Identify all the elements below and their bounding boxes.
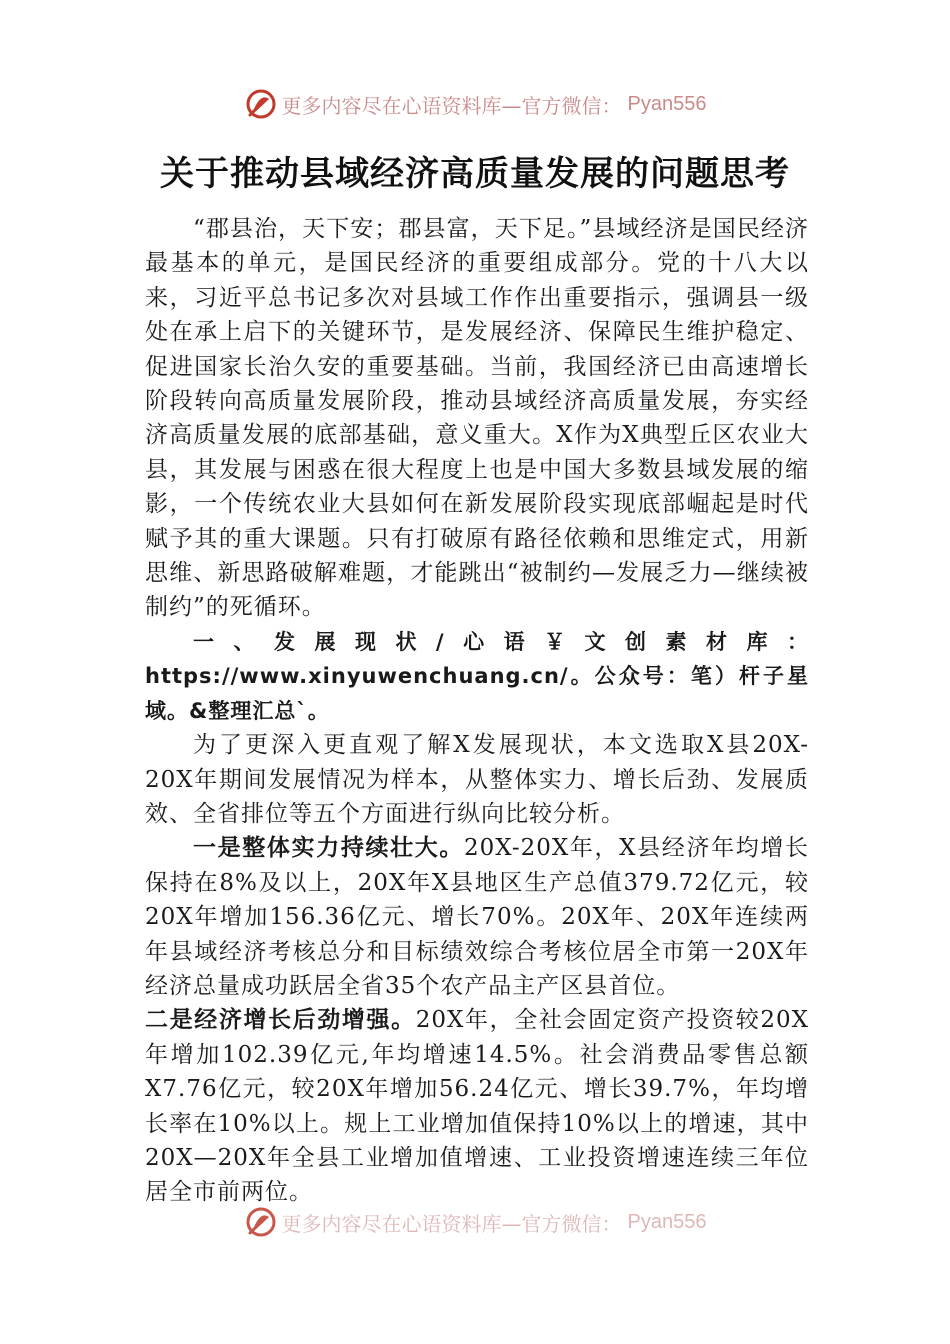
paragraph-text: 20X年，全社会固定资产投资较20X年增加102.39亿元,年均增速14.5%。社会消费品零售总额X7.76亿元，较20X年增加56.24亿元、增长39.7%，年均增长率在10%以上。规上工业增加值保持10%以上的增速，其中20X—20X年全县工业增加值增速、工业投资增速连续三年位居全市前两位。	[145, 1007, 810, 1206]
section-heading-1: 一、发展现状/心语￥文创素材库：https://www.xinyuwenchuang.cn/。公众号：笔）杆子星域。&整理汇总`。	[145, 629, 809, 723]
watermark-text: 更多内容尽在心语资料库—官方微信：	[281, 93, 622, 118]
paragraph-overall-strength	[145, 831, 809, 1003]
paragraph-lead: 一是整体实力持续壮大。	[193, 834, 465, 862]
watermark-account: Pyan556	[627, 1210, 707, 1233]
paragraph-growth-momentum	[145, 1003, 809, 1209]
watermark-account: Pyan556	[627, 92, 707, 115]
paragraph-lead: 二是经济增长后劲增强。	[145, 1006, 416, 1034]
seal-logo-icon	[244, 1205, 278, 1239]
seal-logo-icon	[244, 87, 278, 121]
intro-paragraph: “郡县治，天下安；郡县富，天下足。”县域经济是国民经济最基本的单元，是国民经济的重要组成部分。党的十八大以来，习近平总书记多次对县域工作作出重要指示，强调县一级处在承上启下的关键环节，是发展经济、保障民生维护稳定、促进国家长治久安的重要基础。当前，我国经济已由高速增长阶段转向高质量发展阶段，推动县域经济高质量发展，夯实经济高质量发展的底部基础，意义重大。X作为X典型丘区农业大县，其发展与困惑在很大程度上也是中国大多数县域发展的缩影，一个传统农业大县如何在新发展阶段实现底部崛起是时代赋予其的重大课题。只有打破原有路径依赖和思维定式，用新思维、新思路破解难题，才能跳出“被制约—发展乏力—继续被制约”的死循环。	[145, 216, 809, 621]
paragraph-text: 20X-20X年，X县经济年均增长保持在8%及以上，20X年X县地区生产总值379.72亿元，较20X年增加156.36亿元、增长70%。20X年、20X年连续两年县域经济考核总分和目标绩效综合考核位居全市第一20X年经济总量成功跃居全省35个农产品主产区县首位。	[145, 835, 809, 999]
document-title: 关于推动县域经济高质量发展的问题思考	[160, 154, 790, 194]
watermark-header	[0, 84, 950, 124]
watermark-text: 更多内容尽在心语资料库—官方微信：	[281, 1211, 622, 1236]
paragraph-overview: 为了更深入更直观了解X发展现状，本文选取X县20X-20X年期间发展情况为样本，从整体实力、增长后劲、发展质效、全省排位等五个方面进行纵向比较分析。	[145, 732, 809, 827]
watermark-footer	[0, 1204, 950, 1240]
document-body	[145, 212, 809, 1210]
